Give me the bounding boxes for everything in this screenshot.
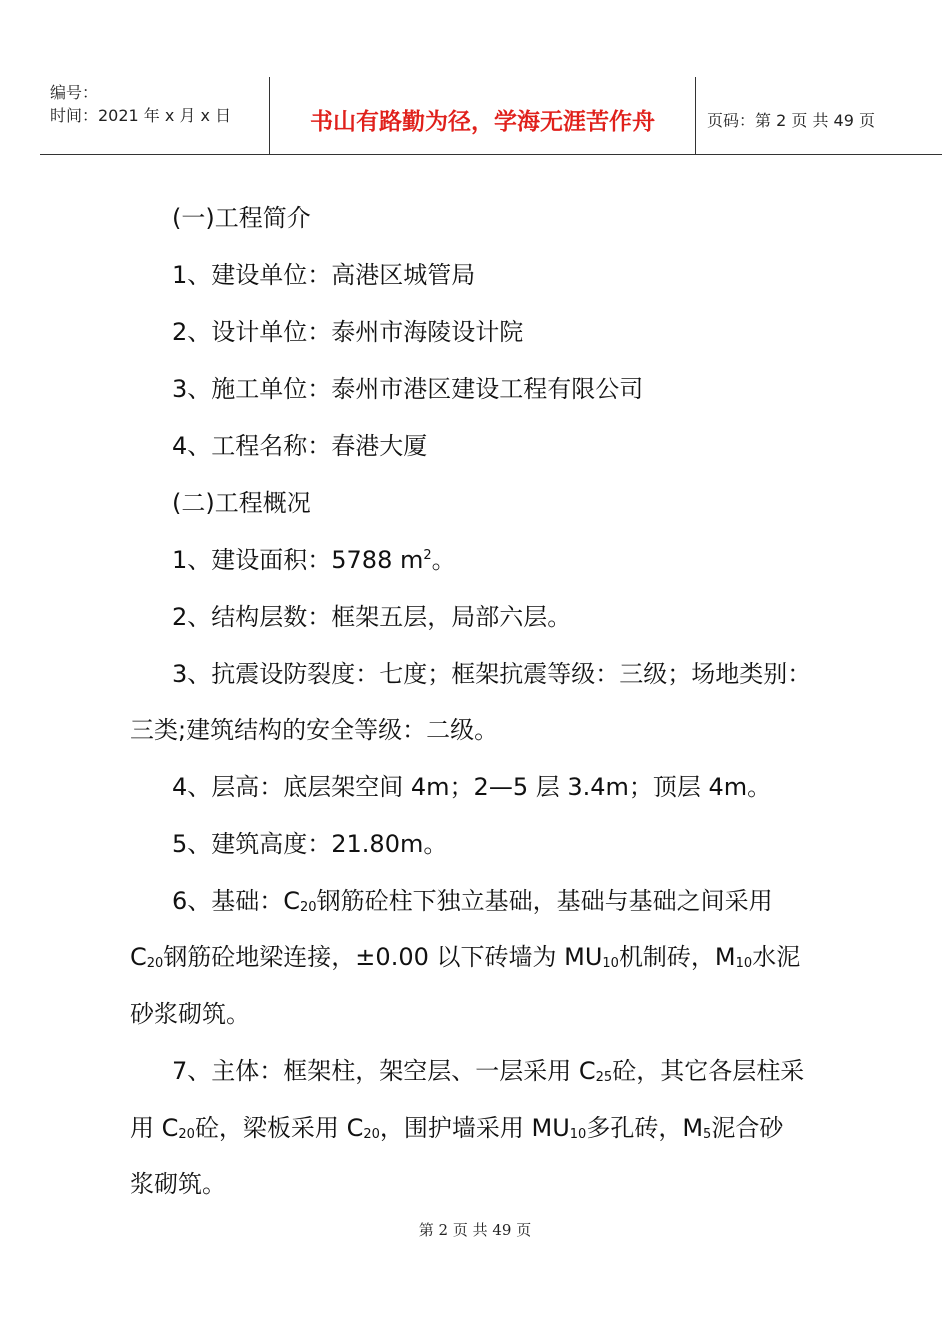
subscript: 10 [735,956,753,971]
text-run: ，围护墙采用 MU [379,1114,570,1142]
subscript: 20 [363,1127,380,1142]
paragraph-area [172,545,456,575]
section-title-overview: (一)工程简介 [172,204,311,232]
subscript: 5 [703,1127,712,1142]
text-run: 砼，梁板采用 C [194,1114,364,1142]
paragraph-main-line-3: 浆砌筑。 [130,1170,226,1198]
section-title-summary: (二)工程概况 [172,489,311,517]
text-run: 泥合砂 [711,1114,784,1142]
page-footer: 第 2 页 共 49 页 [418,1221,532,1239]
header-page-cell [696,77,942,154]
motto: 书山有路勤为径，学海无涯苦作舟 [310,108,655,135]
paragraph-building-height: 5、建筑高度：21.80m。 [172,830,448,858]
paragraph-foundation-line-2 [130,942,800,972]
paragraph-foundation-line-3: 砂浆砌筑。 [130,1000,250,1028]
paragraph-client: 1、建设单位：高港区城管局 [172,261,476,289]
paragraph-foundation-line-1 [172,886,773,916]
subscript: 10 [569,1127,587,1142]
subscript: 20 [146,956,164,971]
area-superscript: 2 [423,548,432,563]
paragraph-designer: 2、设计单位：泰州市海陵设计院 [172,318,524,346]
subscript: 10 [602,956,619,971]
time-line: 时间：2021 年 x 月 x 日 [50,106,232,125]
paragraph-structure-floors: 2、结构层数：框架五层，局部六层。 [172,603,572,631]
text-run: 用 C [130,1114,179,1142]
text-run: 7、主体：框架柱，架空层、一层采用 C [172,1057,596,1085]
subscript: 20 [178,1127,195,1142]
subscript: 25 [595,1070,613,1085]
subscript: 20 [300,900,317,915]
area-end: 。 [431,546,456,574]
text-run: 多孔砖，M [586,1114,704,1142]
document-header [40,77,942,155]
area-text: 1、建设面积：5788 m [172,546,424,574]
header-meta-cell [40,77,270,154]
text-run: 钢筋砼柱下独立基础，基础与基础之间采用 [316,887,773,915]
paragraph-contractor: 3、施工单位：泰州市港区建设工程有限公司 [172,375,644,403]
paragraph-main-line-1 [172,1056,804,1086]
paragraph-floor-height: 4、层高：底层架空间 4m；2—5 层 3.4m；顶层 4m。 [172,773,772,801]
text-run: 机制砖，M [618,943,736,971]
text-run: C [130,943,147,971]
header-motto-cell [270,77,696,154]
paragraph-seismic-line-2: 三类;建筑结构的安全等级：二级。 [130,716,499,744]
paragraph-seismic-line-1: 3、抗震设防裂度：七度；框架抗震等级：三级；场地类别： [172,660,812,688]
text-run: 水泥 [752,943,801,971]
text-run: 砼，其它各层柱采 [612,1057,805,1085]
paragraph-project-name: 4、工程名称：春港大厦 [172,432,428,460]
text-run: 6、基础：C [172,887,301,915]
number-label: 编号： [50,83,99,102]
page-code: 页码：第 2 页 共 49 页 [707,111,875,130]
text-run: 钢筋砼地梁连接，±0.00 以下砖墙为 MU [163,943,603,971]
paragraph-main-line-2 [130,1113,783,1143]
